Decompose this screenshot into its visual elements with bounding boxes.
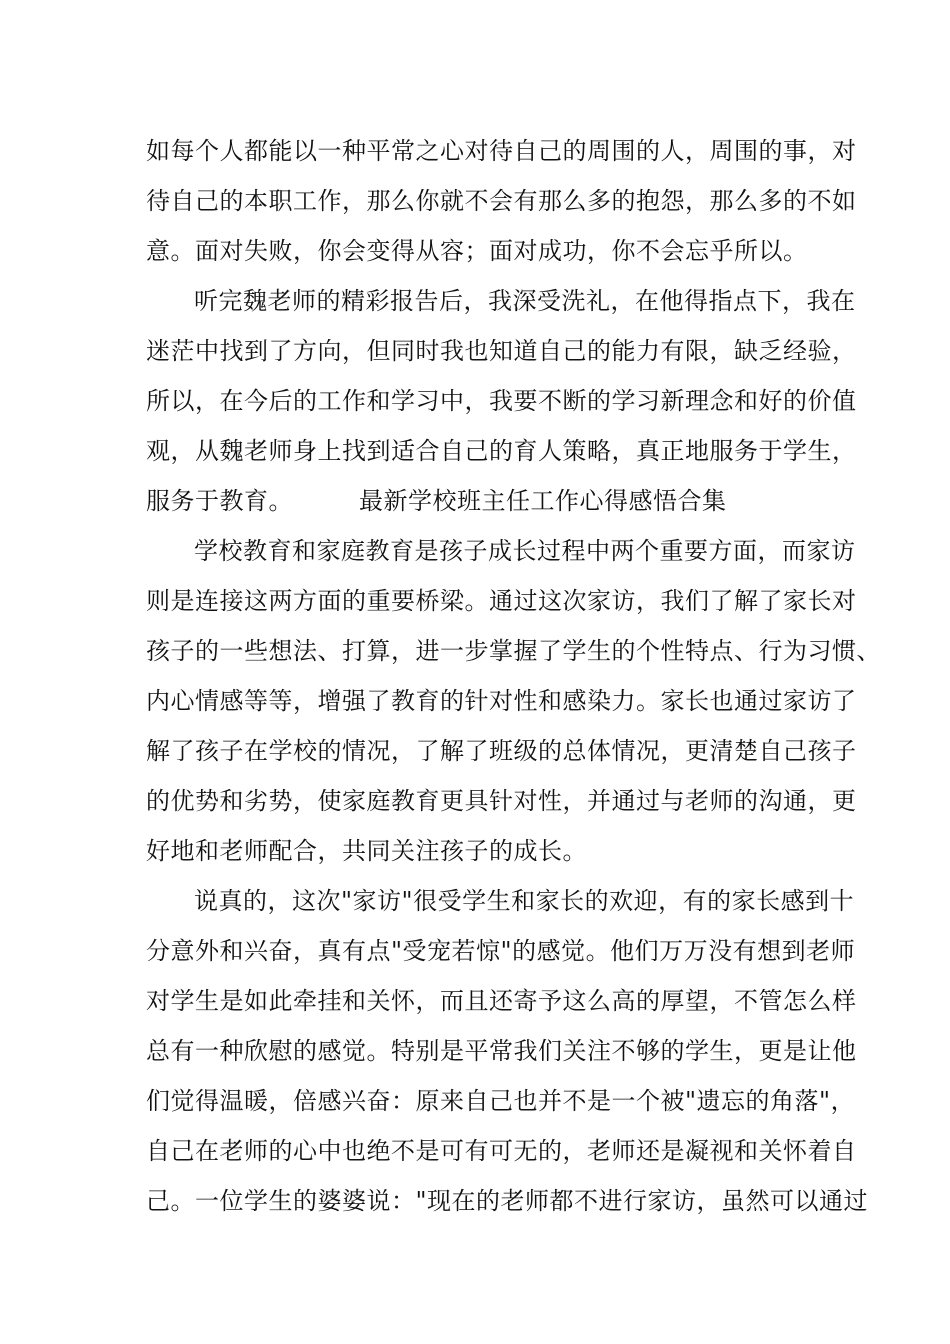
text-line: 服务于教育。 [146,487,293,515]
text-line: 如每个人都能以一种平常之心对待自己的周围的人，周围的事，对 [146,137,857,165]
document-body [146,126,881,1226]
text-line: 则是连接这两方面的重要桥梁。通过这次家访，我们了解了家长对 [146,587,857,615]
paragraph-start-line: 听完魏老师的精彩报告后，我深受洗礼，在他得指点下，我在 [194,287,856,315]
text-line: 们觉得温暖，倍感兴奋：原来自己也并不是一个被"遗忘的角落"， [146,1087,856,1115]
text-line: 观，从魏老师身上找到适合自己的育人策略，真正地服务于学生， [146,437,857,465]
text-line: 解了孩子在学校的情况，了解了班级的总体情况，更清楚自己孩子 [146,737,857,765]
paragraph-start-line: 说真的，这次"家访"很受学生和家长的欢迎，有的家长感到十 [194,887,855,915]
text-line: 己。一位学生的婆婆说："现在的老师都不进行家访，虽然可以通过 [146,1187,869,1215]
text-line: 自己在老师的心中也绝不是可有可无的，老师还是凝视和关怀着自 [146,1137,857,1165]
text-line: 意。面对失败，你会变得从容；面对成功，你不会忘乎所以。 [146,237,808,265]
text-line: 迷茫中找到了方向，但同时我也知道自己的能力有限，缺乏经验， [146,337,857,365]
text-line-with-title [146,476,826,526]
text-line: 总有一种欣慰的感觉。特别是平常我们关注不够的学生，更是让他 [146,1037,857,1065]
text-line: 所以，在今后的工作和学习中，我要不断的学习新理念和好的价值 [146,387,857,415]
text-line: 对学生是如此牵挂和关怀，而且还寄予这么高的厚望，不管怎么样 [146,987,857,1015]
paragraph-start-line: 学校教育和家庭教育是孩子成长过程中两个重要方面，而家访 [194,537,856,565]
text-line: 待自己的本职工作，那么你就不会有那么多的抱怨，那么多的不如 [146,187,857,215]
inline-section-title: 最新学校班主任工作心得感悟合集 [359,487,727,515]
text-line: 的优势和劣势，使家庭教育更具针对性，并通过与老师的沟通，更 [146,787,857,815]
text-line: 孩子的一些想法、打算，进一步掌握了学生的个性特点、行为习惯、 [146,637,881,665]
text-line: 好地和老师配合，共同关注孩子的成长。 [146,837,587,865]
text-line: 分意外和兴奋，真有点"受宠若惊"的感觉。他们万万没有想到老师 [146,937,856,965]
text-line: 内心情感等等，增强了教育的针对性和感染力。家长也通过家访了 [146,687,857,715]
